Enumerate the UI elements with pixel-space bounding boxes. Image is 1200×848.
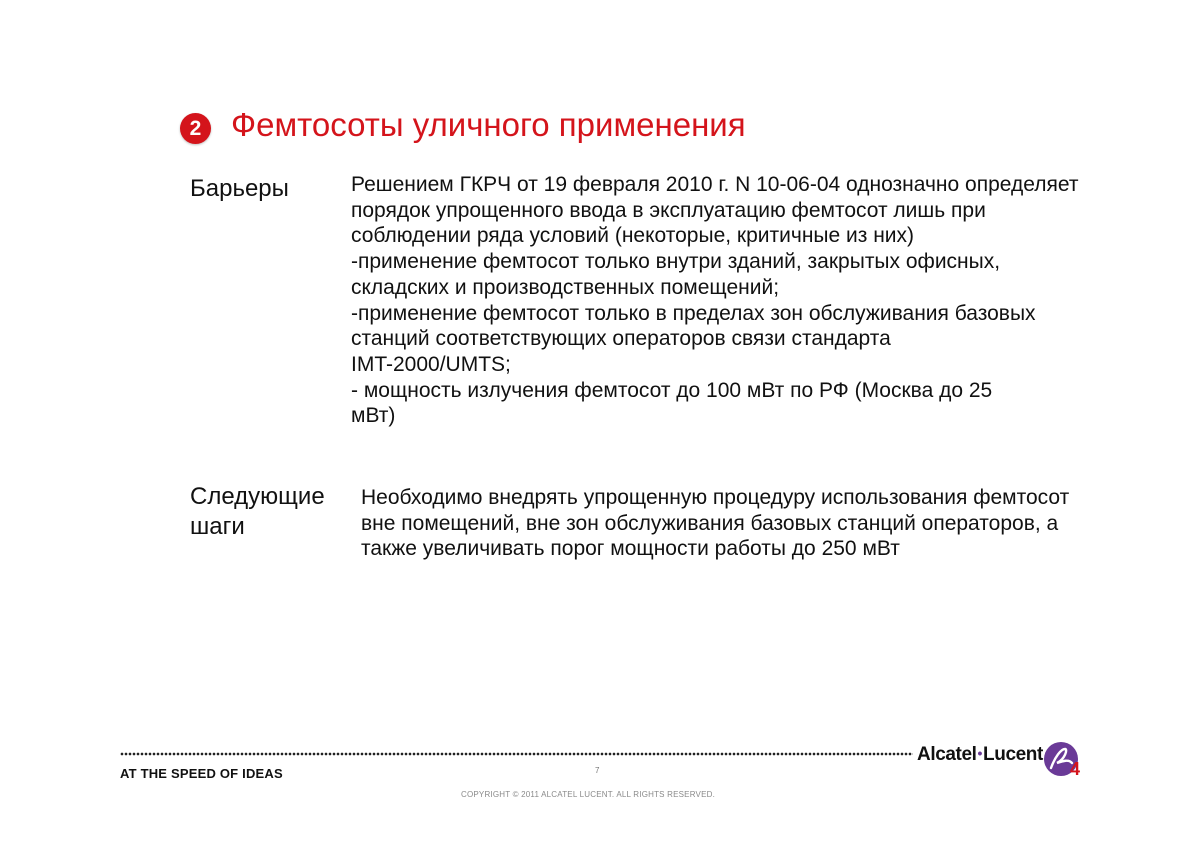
section-number-badge: 2 <box>180 113 211 144</box>
text-line: складских и производственных помещений; <box>351 275 780 299</box>
slide-corner-number: 4 <box>1070 759 1081 779</box>
text-line: соблюдении ряда условий (некоторые, критичные из них) <box>351 224 915 248</box>
brand-wordmark <box>917 744 1043 766</box>
page-number: 7 <box>595 766 600 775</box>
copyright-notice: COPYRIGHT © 2011 ALCATEL LUCENT. ALL RIGHTS RESERVED. <box>460 790 716 799</box>
barriers-label: Барьеры <box>190 175 289 202</box>
next-steps-label <box>190 482 350 542</box>
text-line: -применение фемтосот только в пределах зон обслуживания базовых <box>351 301 1036 325</box>
brand-name-left: Alcatel <box>917 744 977 765</box>
label-line: шаги <box>190 513 245 540</box>
next-steps-text <box>361 485 1101 562</box>
text-line: также увеличивать порог мощности работы до 250 мВт <box>361 537 900 560</box>
brand-name-right: Lucent <box>983 744 1043 765</box>
text-line: порядок упрощенного ввода в эксплуатацию фемтосот лишь при <box>351 198 986 222</box>
text-line: IMT-2000/UMTS; <box>351 352 511 376</box>
slide-title: Фемтосоты уличного применения <box>231 106 746 143</box>
text-line: - мощность излучения фемтосот до 100 мВт по РФ (Москва до 25 <box>351 378 993 402</box>
brand-dot: • <box>977 745 983 761</box>
text-line: станций соответствующих операторов связи стандарта <box>351 327 891 351</box>
text-line: вне помещений, вне зон обслуживания базовых станций операторов, а <box>361 511 1059 535</box>
label-line: Следующие <box>190 483 325 510</box>
text-line: Решением ГКРЧ от 19 февраля 2010 г. N 10-06-04 однозначно определяет <box>351 173 1079 196</box>
text-line: мВт) <box>351 404 396 428</box>
barriers-text <box>351 172 1111 429</box>
footer-dotted-rule <box>120 752 913 756</box>
text-line: -применение фемтосот только внутри зданий, закрытых офисных, <box>351 250 1001 274</box>
footer-tagline: AT THE SPEED OF IDEAS <box>120 766 283 781</box>
text-line: Необходимо внедрять упрощенную процедуру использования фемтосот <box>361 486 1070 509</box>
